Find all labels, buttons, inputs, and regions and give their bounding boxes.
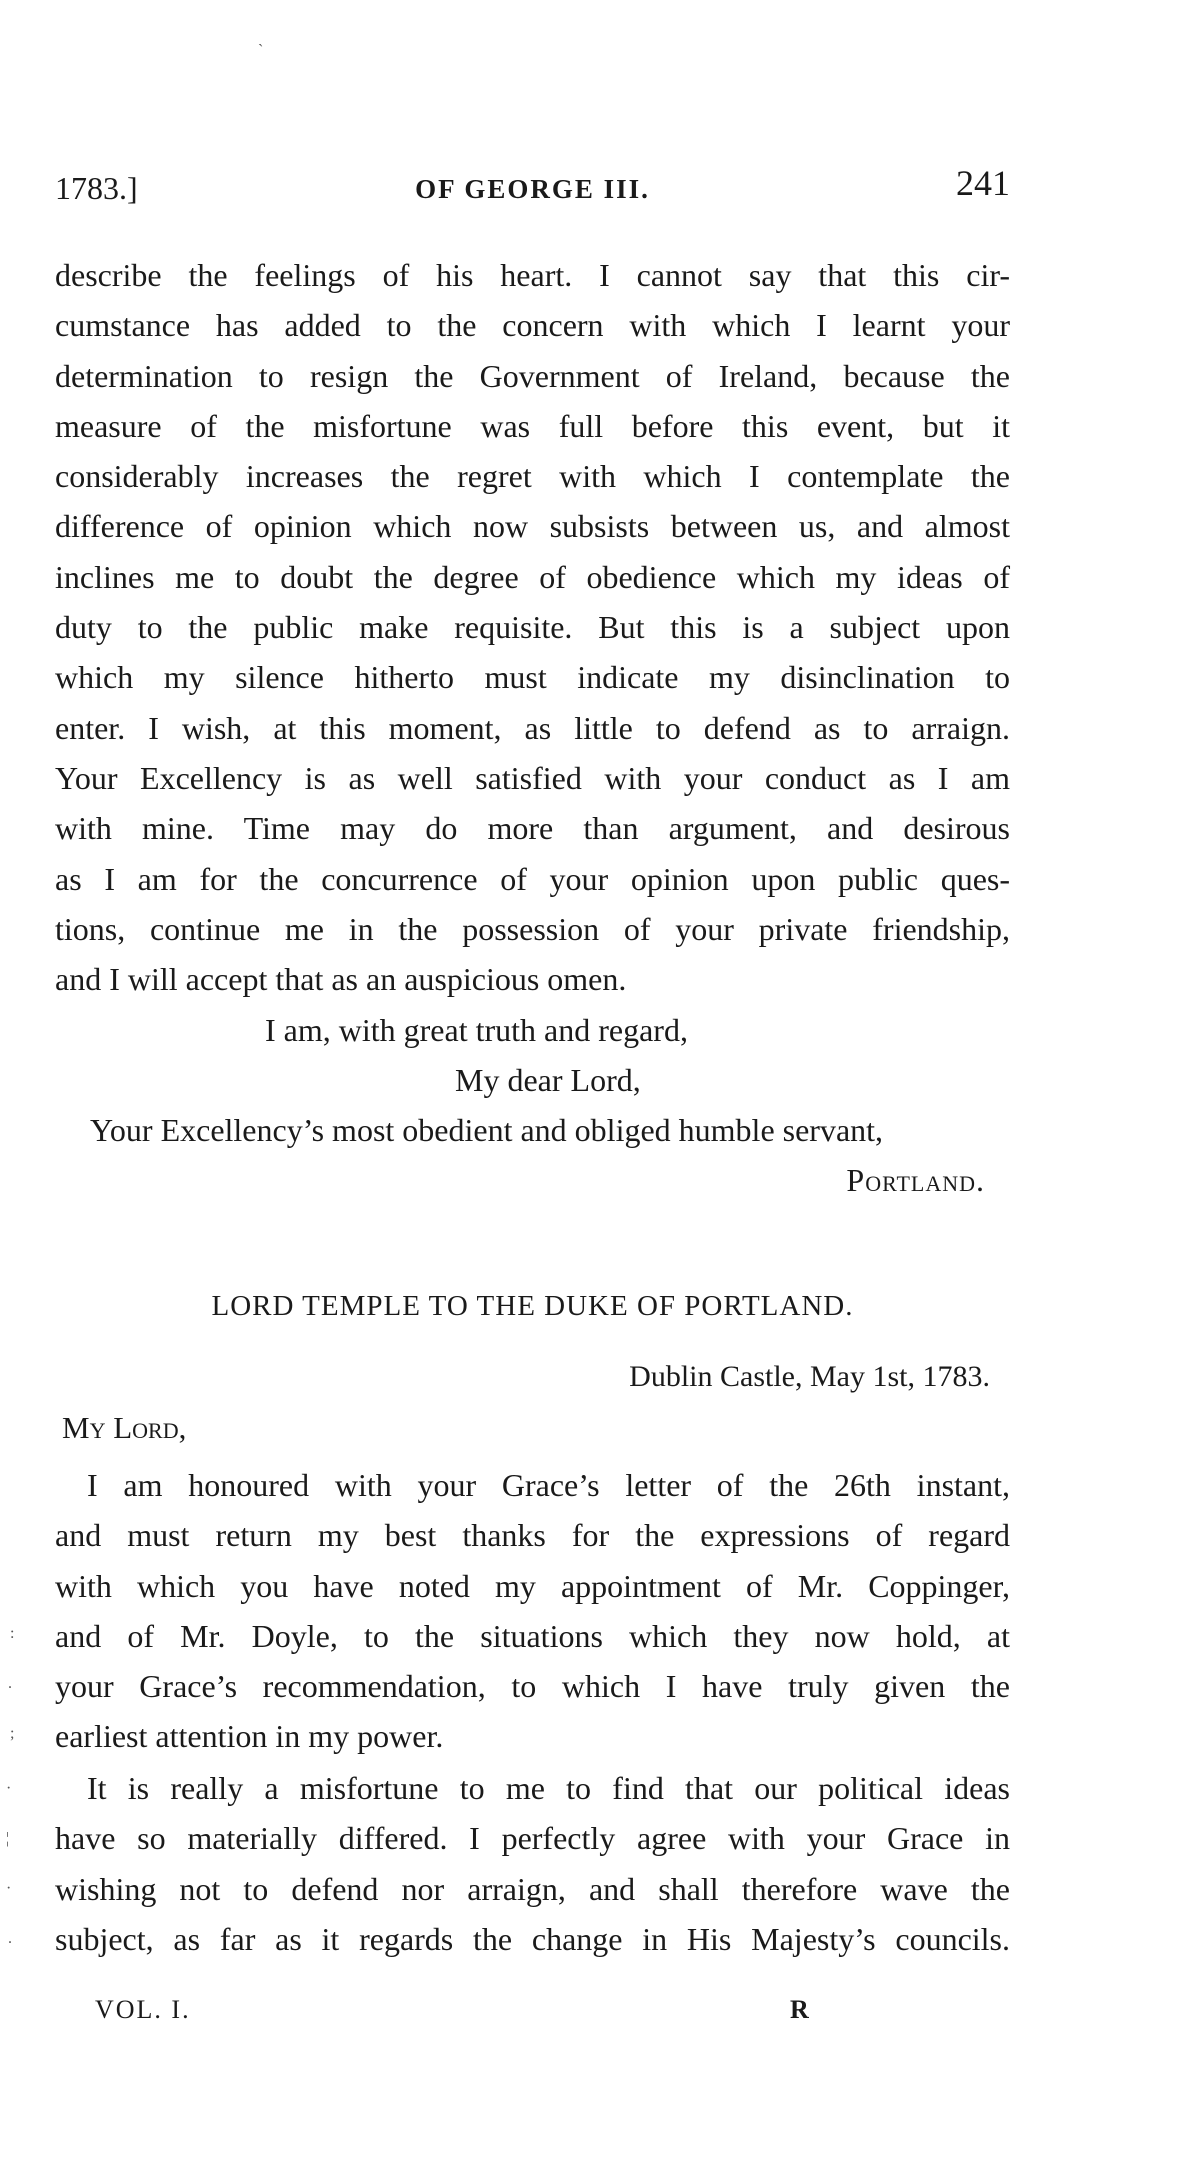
signature-portland: Portland.: [846, 1162, 985, 1198]
closing-line: I am, with great truth and regard,: [265, 1012, 688, 1048]
body-line: determination to resign the Government of Ireland, because the: [55, 357, 1010, 394]
body-line: describe the feelings of his heart. I cannot say that this cir-: [55, 257, 1010, 293]
body-line: have so materially differed. I perfectly agree with your Grace in: [55, 1820, 1010, 1857]
body-line: which my silence hitherto must indicate my disinclination to: [55, 659, 1010, 696]
letter1-body: [55, 250, 1010, 1004]
body-line: and of Mr. Doyle, to the situations which they now hold, at: [55, 1617, 1010, 1654]
margin-mark: ·: [6, 1880, 12, 1897]
margin-mark: :: [10, 1625, 15, 1642]
body-line: cumstance has added to the concern with which I learnt your: [55, 307, 1010, 344]
closing-servant-line: Your Excellency’s most obedient and obliged humble servant,: [90, 1112, 884, 1148]
body-line: difference of opinion which now subsists between us, and almost: [55, 508, 1010, 545]
body-line: tions, continue me in the possession of your private friendship,: [55, 910, 1010, 947]
page-number: 241: [956, 163, 1010, 203]
body-line: and must return my best thanks for the expressions of regard: [55, 1517, 1010, 1554]
body-line: and I will accept that as an auspicious omen.: [55, 961, 627, 998]
body-line: duty to the public make requisite. But this is a subject upon: [55, 609, 1010, 646]
body-line: as I am for the concurrence of your opinion upon public ques-: [55, 860, 1010, 897]
margin-mark: .: [8, 1930, 12, 1947]
running-title: OF GEORGE III.: [415, 174, 650, 204]
body-line: I am honoured with your Grace’s letter of the 26th instant,: [87, 1467, 1010, 1503]
volume-label: VOL. I.: [95, 1995, 191, 2024]
body-line: earliest attention in my power.: [55, 1718, 444, 1755]
running-header: [55, 160, 1010, 220]
body-line: considerably increases the regret with which I contemplate the: [55, 458, 1010, 495]
body-line: enter. I wish, at this moment, as little to defend as to arraign.: [55, 709, 1010, 746]
margin-mark: .: [8, 1675, 12, 1692]
body-line: your Grace’s recommendation, to which I have truly given the: [55, 1668, 1010, 1705]
body-line: Your Excellency is as well satisfied with your conduct as I am: [55, 759, 1010, 796]
letter2-paragraph-2: [55, 1763, 1010, 1964]
letter2-dateline: Dublin Castle, May 1st, 1783.: [629, 1360, 990, 1393]
header-year: 1783.]: [55, 170, 138, 206]
body-line: measure of the misfortune was full before this event, but it: [55, 407, 1010, 444]
margin-mark: ¦: [6, 1830, 10, 1847]
body-line: subject, as far as it regards the change in His Majesty’s councils.: [55, 1920, 1010, 1957]
body-line: with which you have noted my appointment of Mr. Coppinger,: [55, 1567, 1010, 1604]
letter2-paragraph-1: [55, 1460, 1010, 1762]
closing-address: My dear Lord,: [455, 1062, 641, 1098]
signature-mark: R: [790, 1995, 809, 2024]
body-line: with mine. Time may do more than argument, and desirous: [55, 810, 1010, 847]
body-line: inclines me to doubt the degree of obedience which my ideas of: [55, 558, 1010, 595]
margin-mark: ;: [10, 1725, 15, 1742]
margin-mark: ·: [6, 1780, 12, 1797]
stray-mark: `: [258, 42, 264, 59]
body-line: wishing not to defend nor arraign, and shall therefore wave the: [55, 1870, 1010, 1907]
letter2-salutation: My Lord,: [62, 1410, 187, 1445]
letter2-heading: LORD TEMPLE TO THE DUKE OF PORTLAND.: [211, 1290, 854, 1322]
body-line: It is really a misfortune to me to find that our political ideas: [87, 1770, 1010, 1806]
page-footer: [55, 1995, 1010, 2035]
